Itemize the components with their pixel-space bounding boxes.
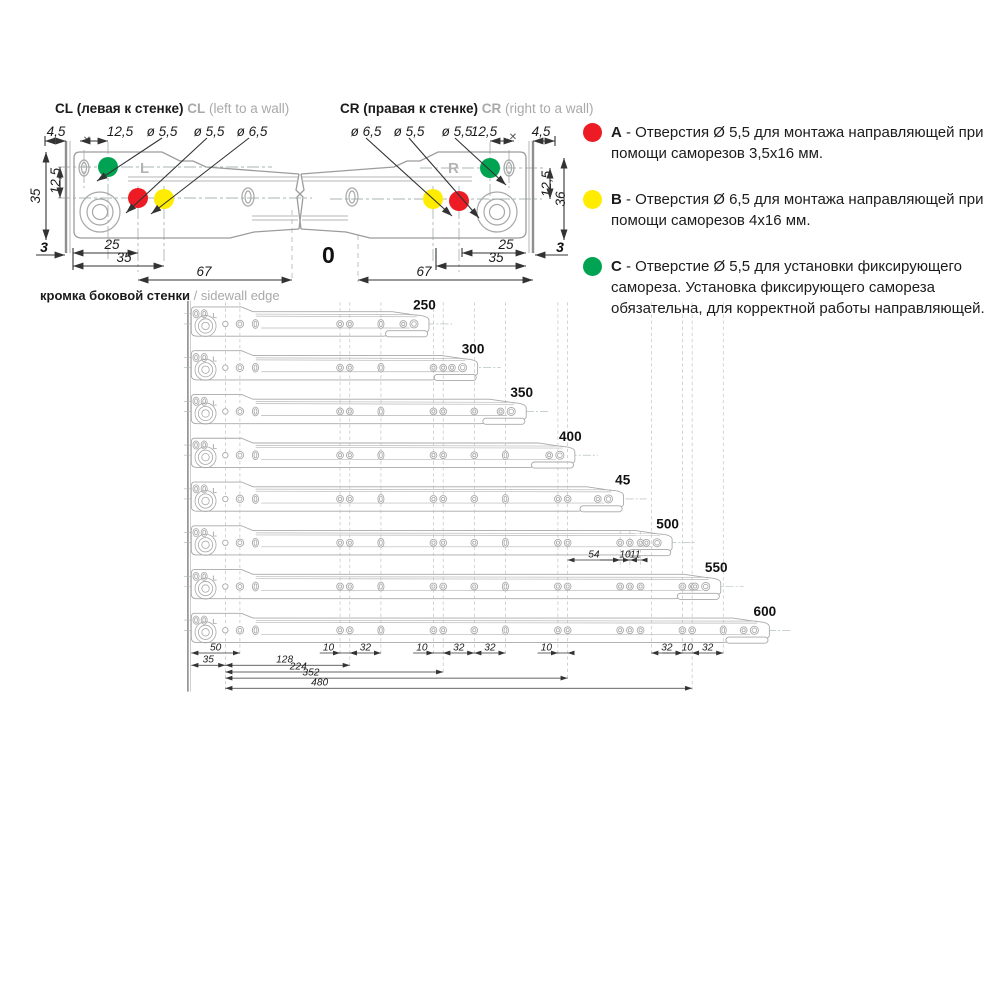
round-hole <box>740 627 747 634</box>
round-hole <box>692 583 699 590</box>
cl-letter-mark: L <box>140 160 150 177</box>
round-hole <box>337 627 344 634</box>
cl-dim-v35: 35 <box>28 188 43 204</box>
round-hole <box>594 496 601 503</box>
cl-dim-35: 35 <box>116 250 132 265</box>
round-hole <box>440 496 447 503</box>
round-hole <box>236 451 243 458</box>
dimension-32 <box>350 642 381 653</box>
dimension-value: 10 <box>681 642 693 654</box>
slide-letter-mark: L <box>212 398 217 408</box>
legend-letter-c: C <box>611 258 622 275</box>
slide-tongue <box>677 593 719 599</box>
cl-title-en: (left to a wall) <box>209 101 290 116</box>
round-hole <box>440 539 447 546</box>
cl-tick-x: ✕ <box>82 135 92 146</box>
round-hole <box>337 408 344 415</box>
round-hole <box>626 583 633 590</box>
round-hole <box>346 408 353 415</box>
slide-letter-mark: L <box>212 354 217 364</box>
slide-length-label: 600 <box>753 604 777 620</box>
slide-tongue <box>483 418 525 424</box>
cr-detail <box>297 124 568 282</box>
round-hole <box>555 539 562 546</box>
round-hole <box>346 496 353 503</box>
dimension-32 <box>443 642 474 653</box>
round-hole <box>236 539 243 546</box>
slide-tongue <box>434 374 476 380</box>
cr-hole-a-red <box>449 191 469 211</box>
dimension-10 <box>538 642 575 653</box>
round-hole <box>555 583 562 590</box>
dimension-value: 32 <box>453 642 465 654</box>
cl-dim-25: 25 <box>104 237 120 252</box>
cl-detail <box>28 124 312 282</box>
round-hole <box>337 583 344 590</box>
round-hole <box>556 451 564 459</box>
sidewall-edge-label-en: / sidewall edge <box>193 288 280 303</box>
dimension-value: 128 <box>276 654 294 666</box>
dimension-32 <box>474 642 505 653</box>
round-hole <box>346 321 353 328</box>
dimension-224 <box>225 661 443 672</box>
round-hole <box>564 583 571 590</box>
round-hole <box>679 627 686 634</box>
cr-zero-mark: 0 <box>322 242 335 268</box>
legend-text-b <box>611 189 989 231</box>
cl-dim-67: 67 <box>196 264 212 279</box>
round-hole <box>430 452 437 459</box>
round-hole <box>564 539 571 546</box>
round-hole <box>440 452 447 459</box>
round-hole <box>223 365 228 370</box>
round-hole <box>346 627 353 634</box>
slide-letter-mark: L <box>212 485 217 495</box>
round-hole <box>236 364 243 371</box>
cr-dim-wall3: 3 <box>556 239 564 255</box>
round-hole <box>617 539 624 546</box>
legend-text-a <box>611 122 989 164</box>
cl-dim-12-5: 12,5 <box>106 124 134 139</box>
round-hole <box>337 496 344 503</box>
cr-dim-67: 67 <box>416 264 432 279</box>
round-hole <box>337 452 344 459</box>
cr-dim-25: 25 <box>498 237 514 252</box>
round-hole <box>236 583 243 590</box>
round-hole <box>653 539 661 547</box>
round-hole <box>430 364 437 371</box>
slide-series-diagram <box>0 290 1000 902</box>
dimension-32 <box>651 642 682 653</box>
cr-dim-4-5: 4,5 <box>531 124 551 139</box>
slide-tongue <box>386 331 428 337</box>
slide-length-label: 300 <box>461 341 485 357</box>
cl-title-code-en: CL <box>187 101 206 116</box>
cr-dim-35: 35 <box>488 250 504 265</box>
round-hole <box>679 583 686 590</box>
round-hole <box>346 583 353 590</box>
dimension-value: 10 <box>416 642 428 654</box>
legend-desc-b: - Отверстия Ø 6,5 для монтажа направляющей при помощи саморезов 4х16 мм. <box>611 191 984 229</box>
round-hole <box>626 539 633 546</box>
round-hole <box>440 408 447 415</box>
dimension-value: 480 <box>311 677 329 689</box>
cr-dim-dia55-c: ø 5,5 <box>441 124 473 139</box>
cr-title-code: CR <box>340 101 360 116</box>
cl-dim-4-5: 4,5 <box>46 124 66 139</box>
round-hole <box>236 320 243 327</box>
round-hole <box>471 583 478 590</box>
round-hole <box>223 540 228 545</box>
round-hole <box>689 627 696 634</box>
cr-title-ru: (правая к стенке) <box>363 101 478 116</box>
cl-dim-wall3: 3 <box>40 239 48 255</box>
slide-length-label: 550 <box>704 560 728 576</box>
round-hole <box>459 364 467 372</box>
dimension-value: 10 <box>540 642 553 654</box>
cr-dim-12-5: 12,5 <box>470 124 498 139</box>
round-hole <box>236 408 243 415</box>
round-hole <box>702 582 710 590</box>
slide-row-400 <box>184 438 598 468</box>
cl-hole-a-red <box>128 188 148 208</box>
cl-dim-dia55-a: ø 5,5 <box>193 124 225 139</box>
dimension-value: 50 <box>209 642 222 654</box>
slide-length-label: 500 <box>656 516 679 532</box>
slide-length-label: 400 <box>559 428 582 444</box>
legend-letter-a: A <box>611 124 622 141</box>
round-hole <box>750 626 758 634</box>
slide-length-label: 350 <box>510 385 534 401</box>
dimension-value: 54 <box>588 549 600 561</box>
dimension-10 <box>413 642 450 653</box>
round-hole <box>440 627 447 634</box>
dimension-128 <box>225 654 349 665</box>
slide-length-label: 45 <box>615 472 631 488</box>
dimension-value: 32 <box>484 642 496 654</box>
cl-title-code: CL <box>55 101 73 116</box>
legend-item-b <box>583 189 989 231</box>
round-hole <box>449 364 456 371</box>
slide-row-550 <box>184 570 744 600</box>
round-hole <box>471 627 478 634</box>
dimension-480 <box>225 678 692 689</box>
round-hole <box>430 627 437 634</box>
round-hole <box>346 364 353 371</box>
round-hole <box>440 583 447 590</box>
round-hole <box>430 408 437 415</box>
round-hole <box>617 627 624 634</box>
round-hole <box>555 627 562 634</box>
round-hole <box>223 452 228 457</box>
round-hole <box>223 321 228 326</box>
dimension-value: 32 <box>359 642 372 654</box>
sidewall-edge-label-ru: кромка боковой стенки <box>40 288 190 303</box>
dimension-value: 10 <box>619 549 631 561</box>
dimension-value: 32 <box>661 642 673 654</box>
dimension-value: 35 <box>202 654 214 666</box>
round-hole <box>637 627 644 634</box>
round-hole <box>430 496 437 503</box>
round-hole <box>346 539 353 546</box>
slide-letter-mark: L <box>212 617 217 627</box>
slide-tongue <box>726 637 768 643</box>
dimension-value: 352 <box>302 667 320 679</box>
detail-views <box>0 95 600 295</box>
round-hole <box>471 539 478 546</box>
round-hole <box>337 364 344 371</box>
dimension-10 <box>320 642 357 653</box>
round-hole <box>546 452 553 459</box>
dimension-352 <box>225 667 567 678</box>
cr-letter-mark: R <box>448 160 459 177</box>
dimension-35 <box>191 654 225 665</box>
cr-dim-v12-5: 12,5 <box>539 170 554 198</box>
cr-roller-outer <box>477 192 517 232</box>
dimension-value: 32 <box>702 642 714 654</box>
slide-tongue <box>531 462 573 468</box>
cr-dim-dia65-b: ø 6,5 <box>350 124 382 139</box>
round-hole <box>471 452 478 459</box>
round-hole <box>471 496 478 503</box>
slide-letter-mark: L <box>212 442 217 452</box>
round-hole <box>564 627 571 634</box>
round-hole <box>497 408 504 415</box>
dimension-50 <box>191 642 240 653</box>
cr-title-en: (right to a wall) <box>505 101 594 116</box>
round-hole <box>236 495 243 502</box>
dimension-value: 10 <box>322 642 335 654</box>
round-hole <box>637 583 644 590</box>
slide-letter-mark: L <box>212 529 217 539</box>
round-hole <box>430 583 437 590</box>
cl-title-ru: (левая к стенке) <box>76 101 184 116</box>
cr-title-code-en: CR <box>481 101 502 116</box>
round-hole <box>604 495 612 503</box>
round-hole <box>223 584 228 589</box>
slide-row-600 <box>184 613 793 643</box>
round-hole <box>643 539 650 546</box>
round-hole <box>507 407 515 415</box>
round-hole <box>440 364 447 371</box>
round-hole <box>471 408 478 415</box>
round-hole <box>430 539 437 546</box>
legend-item-a <box>583 122 989 164</box>
legend-desc-a: - Отверстия Ø 5,5 для монтажа направляющей при помощи саморезов 3,5х16 мм. <box>611 124 984 162</box>
round-hole <box>236 627 243 634</box>
round-hole <box>223 409 228 414</box>
slide-letter-mark: L <box>212 573 217 583</box>
round-hole <box>555 496 562 503</box>
slide-tongue <box>580 506 622 512</box>
round-hole <box>617 583 624 590</box>
dimension-32 <box>692 642 723 653</box>
round-hole <box>410 320 418 328</box>
cl-dim-dia65-b: ø 6,5 <box>236 124 268 139</box>
cr-tick-x: ✕ <box>508 132 518 143</box>
round-hole <box>337 321 344 328</box>
dimension-value: 11 <box>629 549 641 561</box>
slide-letter-mark: L <box>212 310 217 320</box>
round-hole <box>400 321 407 328</box>
round-hole <box>626 627 633 634</box>
legend-desc-c: - Отверстие Ø 5,5 для установки фиксирующего самореза. Установка фиксирующего самореза обязательна, для корректной работы направляющей. <box>611 258 985 317</box>
round-hole <box>223 496 228 501</box>
cr-dim-dia55-a: ø 5,5 <box>393 124 425 139</box>
round-hole <box>337 539 344 546</box>
round-hole <box>346 452 353 459</box>
round-hole <box>564 496 571 503</box>
dimension-value: 224 <box>289 661 307 673</box>
cl-dim-v12-5: 12,5 <box>48 167 63 195</box>
cr-hole-c-green <box>480 158 500 178</box>
cr-dim-v36: 36 <box>553 191 568 207</box>
round-hole <box>223 628 228 633</box>
slide-length-label: 250 <box>413 297 436 313</box>
legend-letter-b: B <box>611 191 622 208</box>
cl-dim-dia55-c: ø 5,5 <box>146 124 178 139</box>
